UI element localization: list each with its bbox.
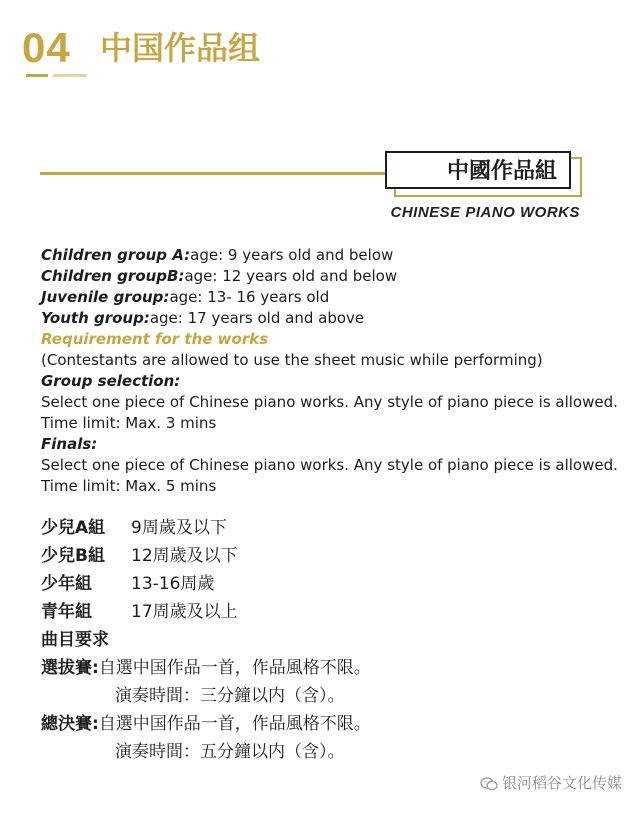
group-age: age: 13- 16 years old xyxy=(169,288,330,306)
finals-text-cn: 自選中国作品一首，作品風格不限。 xyxy=(98,714,371,734)
group-row xyxy=(41,598,371,626)
english-section xyxy=(41,245,616,497)
chinese-section xyxy=(41,514,371,766)
group-age: age: 9 years old and below xyxy=(190,246,394,264)
group-row xyxy=(41,542,371,570)
selection-label: 選拔賽: xyxy=(41,658,99,678)
header-underline-faded xyxy=(53,74,87,77)
group-label: 少兒A組 xyxy=(41,518,106,538)
group-age: 9周歲及以下 xyxy=(131,518,227,538)
group-row xyxy=(41,514,371,542)
group-line xyxy=(41,287,616,308)
finals-time: Time limit: Max. 5 mins xyxy=(41,477,217,495)
group-label: Children group A: xyxy=(41,246,191,264)
selection-time-cn: 演奏時間：三分鐘以内（含）。 xyxy=(115,686,345,706)
section-number: 04 xyxy=(22,24,71,71)
group-label: Juvenile group: xyxy=(41,288,170,306)
group-line xyxy=(41,245,616,266)
group-age: 12周歲及以下 xyxy=(131,546,238,566)
finals-time-cn: 演奏時間：五分鐘以内（含）。 xyxy=(115,742,345,762)
group-age: 17周歲及以上 xyxy=(131,602,238,622)
group-line xyxy=(41,266,616,287)
finals-text: Select one piece of Chinese piano works. Any style of piano piece is allowed. xyxy=(41,456,618,474)
finals-label: 總決賽: xyxy=(41,714,99,734)
requirement-note: (Contestants are allowed to use the sheet music while performing) xyxy=(41,351,543,369)
requirement-heading: Requirement for the works xyxy=(41,330,269,348)
group-label: 少年組 xyxy=(41,574,92,594)
divider-line xyxy=(40,172,388,175)
watermark-text: 银河稻谷文化传媒 xyxy=(501,774,622,792)
group-label: Youth group: xyxy=(41,309,150,327)
wechat-icon xyxy=(480,777,498,791)
group-label: 少兒B組 xyxy=(41,546,105,566)
subtitle-english: CHINESE PIANO WORKS xyxy=(390,204,580,221)
finals-row xyxy=(41,710,371,738)
header-underline xyxy=(26,74,48,77)
selection-heading: Group selection: xyxy=(41,372,181,390)
group-label: 青年組 xyxy=(41,602,92,622)
group-age: age: 17 years old and above xyxy=(149,309,365,327)
group-row xyxy=(41,570,371,598)
selection-text-cn: 自選中国作品一首，作品風格不限。 xyxy=(98,658,371,678)
group-age: age: 12 years old and below xyxy=(184,267,398,285)
group-label: Children groupB: xyxy=(41,267,185,285)
finals-heading: Finals: xyxy=(41,435,98,453)
selection-row xyxy=(41,654,371,682)
watermark xyxy=(480,772,622,793)
title-box: 中國作品組 xyxy=(385,151,571,189)
section-heading: 中国作品组 xyxy=(100,29,261,67)
selection-text: Select one piece of Chinese piano works. Any style of piano piece is allowed. xyxy=(41,393,618,411)
group-line xyxy=(41,308,616,329)
selection-time: Time limit: Max. 3 mins xyxy=(41,414,217,432)
group-age: 13-16周歲 xyxy=(131,574,215,594)
requirement-heading-cn: 曲目要求 xyxy=(41,630,109,650)
